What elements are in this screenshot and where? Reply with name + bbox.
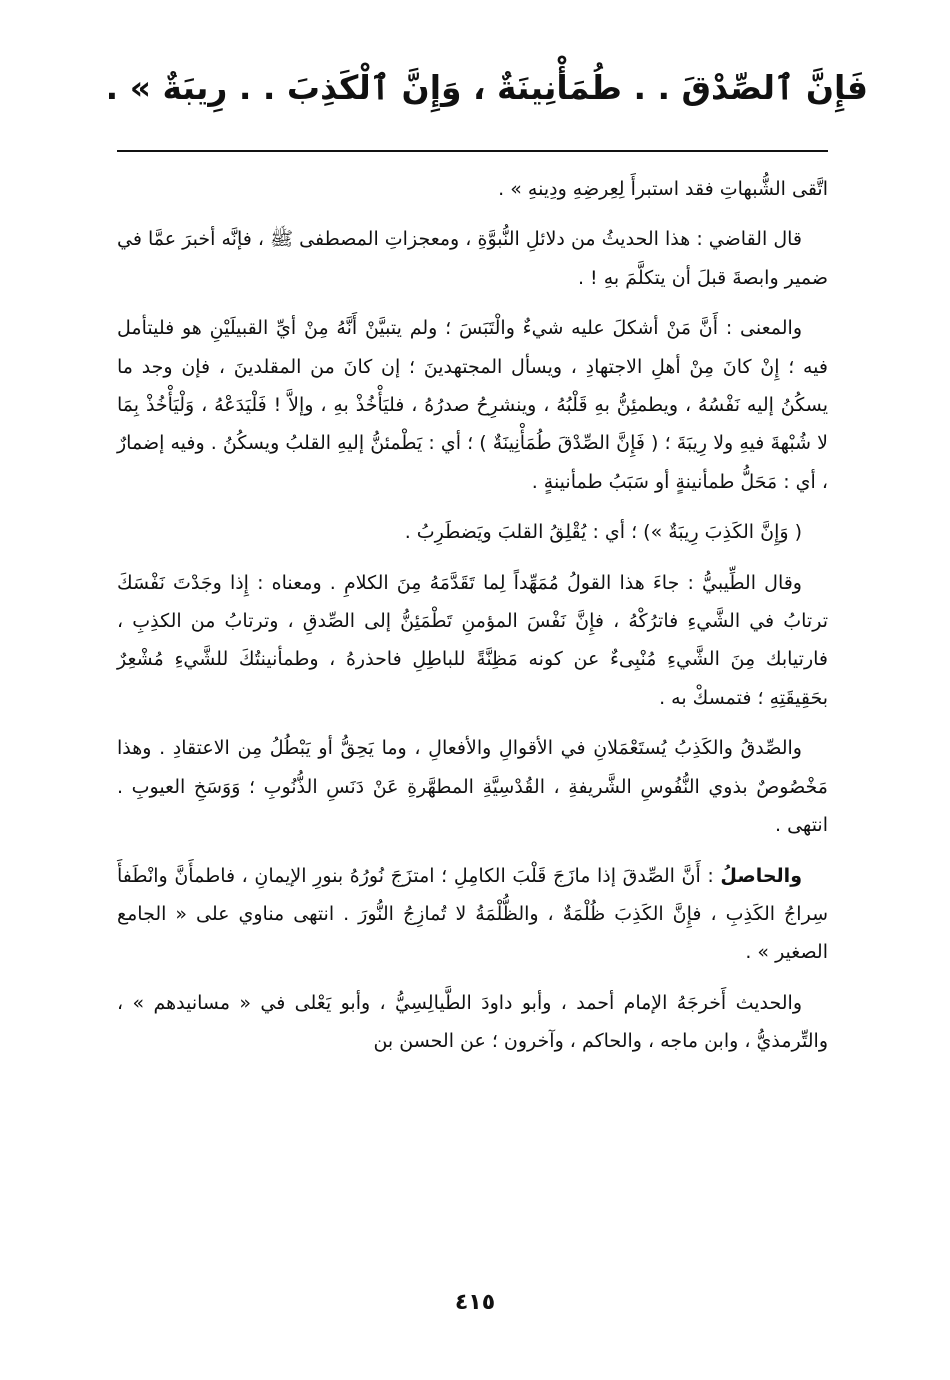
- paragraph-5: وقال الطِّيبيُّ : جاءَ هذا القولُ مُمَهِّداً لِما تَقَدَّمَهُ مِنَ الكلامِ . ومعناه : إِذا وجَدْتَ نَفْسَكَ ترتابُ في الشَّيءِ فاترُكْهُ ، فإِنَّ نَفْسَ المؤمنِ تَطْمَئِنُّ إلى الصِّدقِ ، وترتابُ من الكذِبِ ، فارتيابك مِنَ الشَّيءِ مُنْبِىءٌ عن كونه مَظِنَّةً للباطِلِ فاحذرهُ ، وطمأنينتُكَ للشَّيءِ مُشْعِرٌ بحَقِيقَتِهِ ؛ فتمسكْ به .: [117, 571, 828, 709]
- commentary-body: [117, 170, 828, 1073]
- paragraph-7-lead: والحاصلُ: [720, 864, 803, 887]
- paragraph-8: والحديث أَخرجَهُ الإمام أحمد ، وأبو داودَ الطَّيالِسِيُّ ، وأبو يَعْلى في « مسانيدهم » ، والتِّرمذيُّ ، وابن ماجه ، والحاكم ، وآخرون ؛ عن الحسن بن: [117, 991, 828, 1053]
- paragraph-3: والمعنى : أَنَّ مَنْ أشكلَ عليه شيءٌ والْتَبَسَ ؛ ولم يتبيَّنْ أَنَّهُ مِنْ أيِّ القبيلَيْنِ هو فليتأمل فيه ؛ إِنْ كانَ مِنْ أهلِ الاجتهادِ ، ويسأل المجتهدينَ ؛ إن كانَ من المقلدينَ ، فإن وجد ما يسكُنُ إليه نَفْسُهُ ، ويطمئِنُّ بهِ قَلْبُهُ ، وينشرِحُ صدرُهُ ، فليَأْخُذْ بهِ ، وإلاَّ ! فَلْيَدَعْهُ ، وَلْيَأْخُذْ بِمَا لا شُبْهةَ فيهِ ولا رِيبَةَ ؛ ( فَإِنَّ الصِّدْقَ طُمَأْنِينَةٌ ) ؛ أي : يَطْمئنُّ إليهِ القلبُ ويسكُنُ . وفيه إضمارٌ ، أي : مَحَلُّ طمأنينةٍ أو سَبَبُ طمأنينةٍ .: [117, 317, 828, 493]
- separator-rule: [117, 150, 828, 152]
- paragraph-2: قال القاضي : هذا الحديثُ من دلائلِ النُّبوَّةِ ، ومعجزاتِ المصطفى ﷺ ، فإنَّه أخبرَ عمَّا في ضمير وابصةَ قبلَ أن يتكلَّمَ بهِ ! .: [117, 228, 828, 289]
- paragraph-4: ( وَإِنَّ الكَذِبَ رِيبَةٌ ») ؛ أي : يُقْلِقُ القلبَ ويَضطَرِبُ .: [404, 521, 802, 544]
- paragraph-7: [117, 857, 828, 972]
- paragraph-7-text: : أَنَّ الصِّدقَ إذا مازَجَ قَلْبَ الكامِلِ ؛ امتزَجَ نُورُهُ بنورِ الإيمانِ ، فاطمأَنَّ وانْطَفأَ سِراجُ الكَذِبِ ، فإِنَّ الكَذِبَ ظُلْمَةٌ ، والظُّلْمَةُ لا تُمازِجُ النُّورَ . انتهى مناوي على « الجامع الصغير » .: [117, 864, 828, 964]
- paragraph-1: اتَّقى الشُّبهاتِ فقد استبرأَ لِعِرضِهِ ودِينهِ » .: [498, 178, 828, 200]
- page-number: ٤١٥: [454, 1290, 496, 1315]
- hadith-quote-header: فَإِنَّ ٱلصِّدْقَ . . طُمَأْنِينَةٌ ، وَإِنَّ ٱلْكَذِبَ . . رِيبَةٌ » .: [105, 68, 868, 107]
- paragraph-6: والصِّدقُ والكَذِبُ يُستَعْمَلانِ في الأقوالِ والأفعالِ ، وما يَحِقُّ أو يَبْطُلُ مِن الاعتقادِ . وهذا مَخْصُوصٌ بذوي النُّفُوسِ الشَّريفةِ ، القُدْسِيَّةِ المطهَّرةِ عَنْ دَنَسِ الذُّنُوبِ ؛ وَوَسَخِ العيوبِ . انتهى .: [117, 737, 828, 837]
